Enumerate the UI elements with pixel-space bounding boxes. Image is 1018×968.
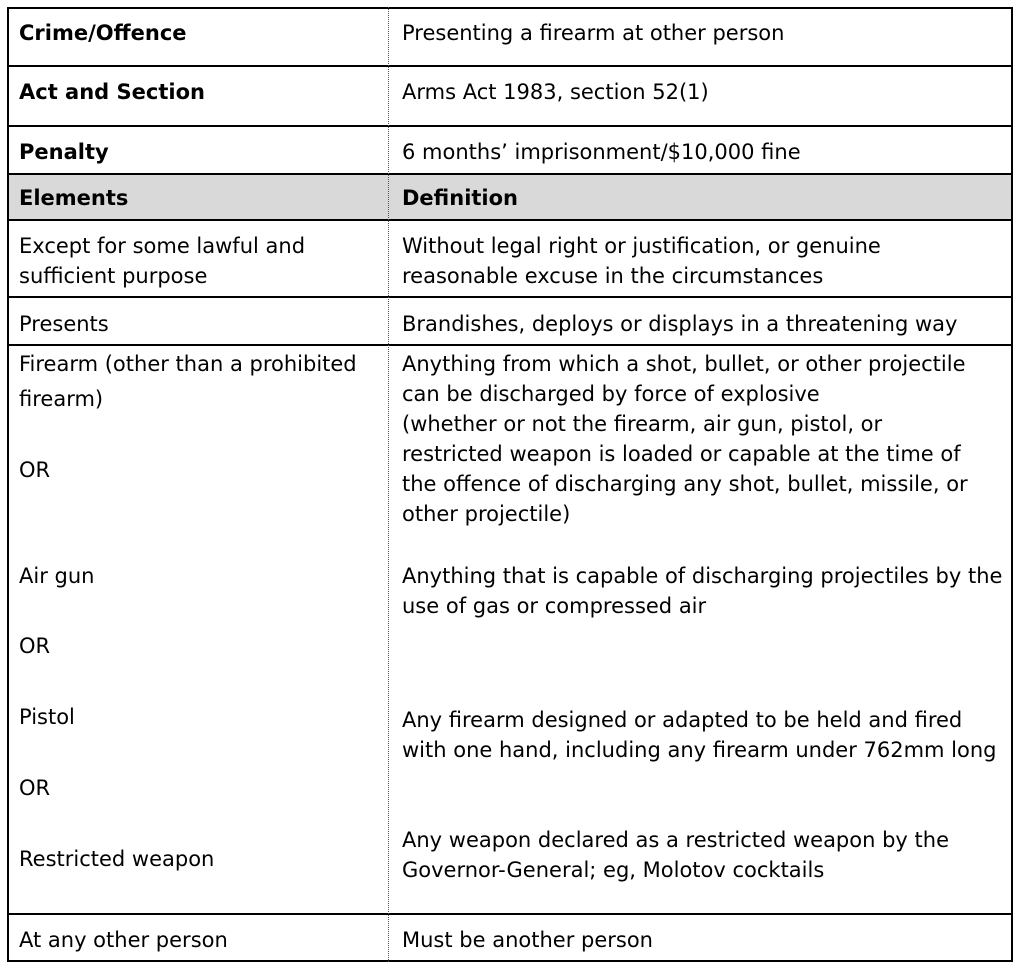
- row-divider: [7, 296, 1013, 298]
- column-divider: [388, 7, 389, 962]
- table-border-bottom: [7, 960, 1013, 962]
- element-text: sufficient purpose: [19, 264, 208, 288]
- firearm-definition: the offence of discharging any shot, bullet, missile, or: [402, 472, 968, 496]
- row-divider: [7, 219, 1013, 221]
- definition-text: Brandishes, deploys or displays in a threatening way: [402, 312, 958, 336]
- or-separator: OR: [19, 776, 51, 800]
- definition-text: Must be another person: [402, 928, 653, 952]
- table-border-top: [7, 7, 1013, 9]
- row-divider: [7, 125, 1013, 127]
- crime-offence-value: Presenting a firearm at other person: [402, 21, 785, 45]
- restricted-weapon-definition: Any weapon declared as a restricted weapon by the: [402, 828, 949, 852]
- row-divider: [7, 65, 1013, 67]
- restricted-weapon-label: Restricted weapon: [19, 847, 215, 871]
- element-text: Presents: [19, 312, 109, 336]
- table-border-right: [1011, 7, 1013, 962]
- row-divider: [7, 173, 1013, 175]
- or-separator: OR: [19, 458, 51, 482]
- row-divider: [7, 913, 1013, 915]
- definition-text: Without legal right or justification, or genuine: [402, 234, 881, 258]
- or-separator: OR: [19, 634, 51, 658]
- pistol-label: Pistol: [19, 705, 75, 729]
- penalty-value: 6 months’ imprisonment/$10,000 fine: [402, 140, 801, 164]
- air-gun-definition: Anything that is capable of discharging projectiles by the: [402, 564, 1003, 588]
- act-section-label: Act and Section: [19, 80, 205, 104]
- penalty-label: Penalty: [19, 140, 109, 164]
- elements-column-header: Elements: [19, 186, 129, 210]
- crime-offence-label: Crime/Offence: [19, 21, 187, 45]
- firearm-label: firearm): [19, 387, 104, 411]
- firearm-definition: (whether or not the firearm, air gun, pistol, or: [402, 412, 883, 436]
- firearm-definition: can be discharged by force of explosive: [402, 382, 820, 406]
- restricted-weapon-definition: Governor-General; eg, Molotov cocktails: [402, 858, 825, 882]
- element-text: Except for some lawful and: [19, 234, 306, 258]
- pistol-definition: with one hand, including any firearm under 762mm long: [402, 738, 997, 762]
- air-gun-label: Air gun: [19, 564, 95, 588]
- pistol-definition: Any firearm designed or adapted to be held and fired: [402, 708, 963, 732]
- firearm-definition: Anything from which a shot, bullet, or other projectile: [402, 352, 966, 376]
- table-border-left: [7, 7, 9, 962]
- firearm-label: Firearm (other than a prohibited: [19, 352, 357, 376]
- firearm-definition: restricted weapon is loaded or capable at the time of: [402, 442, 961, 466]
- row-divider: [7, 344, 1013, 346]
- definition-text: reasonable excuse in the circumstances: [402, 264, 824, 288]
- firearm-definition: other projectile): [402, 502, 571, 526]
- offence-table: [7, 7, 1013, 962]
- definition-column-header: Definition: [402, 186, 519, 210]
- air-gun-definition: use of gas or compressed air: [402, 594, 707, 618]
- act-section-value: Arms Act 1983, section 52(1): [402, 80, 709, 104]
- element-text: At any other person: [19, 928, 228, 952]
